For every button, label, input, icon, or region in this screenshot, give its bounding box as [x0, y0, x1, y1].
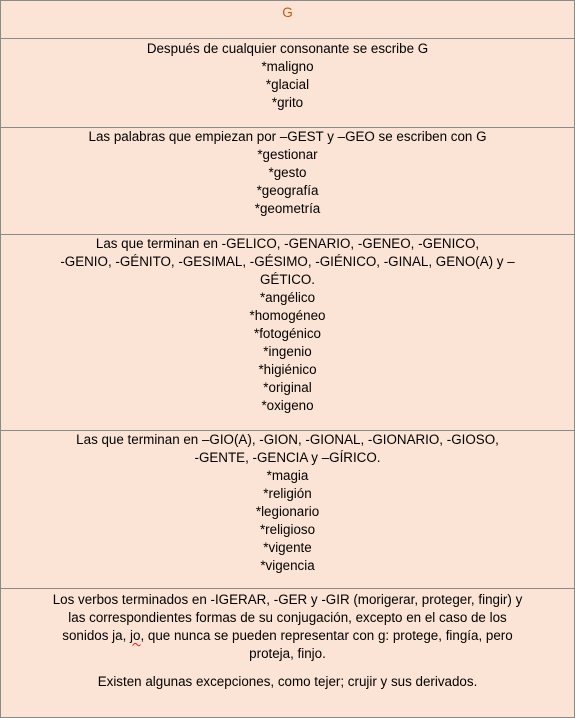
rule-endings-gio	[1, 431, 574, 589]
example-word: *legionario	[255, 504, 320, 519]
spellcheck-underline: jo	[130, 628, 141, 643]
rule-title-line: Las que terminan en -GELICO, -GENARIO, -GENEO, -GENICO,	[95, 236, 480, 251]
example-word: *magia	[266, 468, 309, 483]
example-word: *vigencia	[260, 558, 315, 573]
example-word: *religioso	[259, 522, 316, 537]
example-word: *gestionar	[257, 147, 318, 162]
rule-verbs-ger-gir	[1, 589, 574, 717]
rule-title-line: las correspondientes formas de su conjugación, excepto en el caso de los	[68, 610, 507, 625]
rule-title-line: proteja, finjo.	[249, 646, 326, 661]
rule-title-line: -GENTE, -GENCIA y –GÍRICO.	[194, 450, 381, 465]
example-word: *grito	[271, 95, 304, 110]
rule-title-line: sonidos ja, jo, que nunca se pueden representar con g: protege, fingía, pero	[62, 628, 513, 643]
example-word: *religión	[263, 486, 312, 501]
rule-title-line: Los verbos terminados en -IGERAR, -GER y -GIR (morigerar, proteger, fingir) y	[52, 592, 523, 607]
example-word: *maligno	[261, 59, 314, 74]
rule-title-line: GÉTICO.	[259, 272, 316, 287]
example-word: *fotogénico	[253, 326, 321, 341]
rule-gest-geo	[1, 128, 574, 235]
example-word: *gesto	[268, 165, 307, 180]
example-word: *angélico	[259, 290, 316, 305]
example-word: *geografía	[256, 183, 319, 198]
rule-title-line: Después de cualquier consonante se escribe G	[146, 41, 429, 56]
example-word: *original	[263, 380, 312, 395]
example-word: *higiénico	[258, 362, 317, 377]
example-word: *oxigeno	[261, 398, 314, 413]
example-word: *glacial	[265, 77, 310, 92]
example-word: *geometría	[254, 201, 321, 216]
header-title: G	[282, 5, 293, 20]
rule-title-line: Las palabras que empiezan por –GEST y –GEO se escriben con G	[88, 129, 487, 144]
rule-note: Existen algunas excepciones, como tejer; crujir y sus derivados.	[97, 674, 478, 689]
example-word: *vigente	[263, 540, 312, 555]
table-header	[1, 1, 574, 39]
example-word: *ingenio	[263, 344, 312, 359]
rule-endings-gelico	[1, 235, 574, 431]
rule-title-line: -GENIO, -GÉNITO, -GESIMAL, -GÉSIMO, -GIÉNICO, -GINAL, GENO(A) y –	[60, 254, 515, 269]
rule-title-line: Las que terminan en –GIO(A), -GION, -GIONAL, -GIONARIO, -GIOSO,	[76, 432, 499, 447]
example-word: *homogéneo	[249, 308, 326, 323]
rule-consonant	[1, 39, 574, 128]
